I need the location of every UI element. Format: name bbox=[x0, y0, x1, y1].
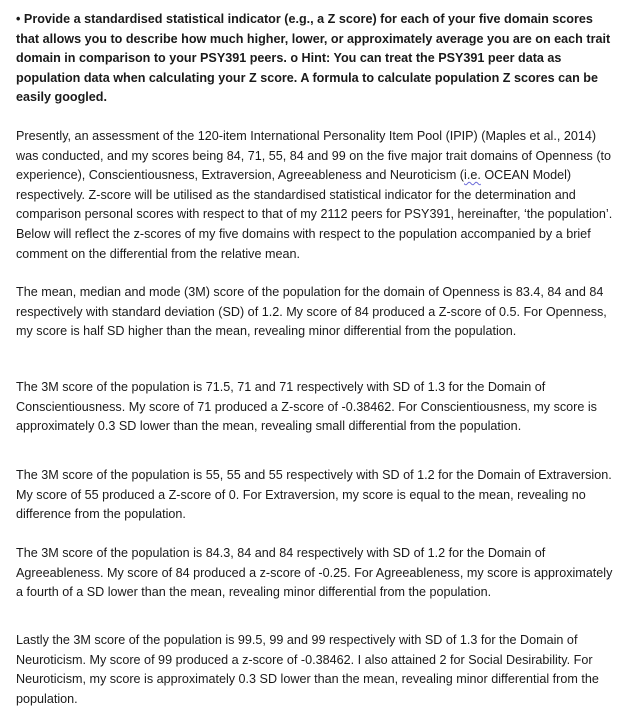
intro-text-after: OCEAN Model) respectively. Z-score will be utilised as the standardised statistical indicator for the determination and comparison personal scores with respect to that of my 2112 peers for PSY391, hereinafter, ‘the population’. Below will reflect the z-scores of my five domains with respect to the population accompanied by a brief comment on the differential from the relative mean. bbox=[16, 168, 613, 261]
extraversion-paragraph: The 3M score of the population is 55, 55 and 55 respectively with SD of 1.2 for the Domain of Extraversion. My score of 55 produced a Z-score of 0. For Extraversion, my score is equal to the mean, revealing no difference from the population. bbox=[16, 468, 612, 522]
spelling-flag[interactable]: i.e. bbox=[464, 168, 481, 183]
agreeableness-paragraph: The 3M score of the population is 84.3, 84 and 84 respectively with SD of 1.2 for the Domain of Agreeableness. My score of 84 produced a z-score of -0.25. For Agreeableness, my score is approximately a fourth of a SD lower than the mean, revealing minor differential from the population. bbox=[16, 546, 613, 600]
intro-text-before: Presently, an assessment of the 120-item International Personality Item Pool (IPIP) (Maples et al., 2014) was conducted, and my scores being 84, 71, 55, 84 and 99 on the five major trait domains of Openness (to experience), Conscientiousness, Extraversion, Agreeableness and Neuroticism ( bbox=[16, 129, 612, 183]
intro-paragraph bbox=[16, 127, 616, 264]
question-paragraph bbox=[16, 10, 616, 108]
openness-paragraph: The mean, median and mode (3M) score of the population for the domain of Openness is 83.4, 84 and 84 respectively with standard deviation (SD) of 1.2. My score of 84 produced a Z-score of 0.5. For Openness, my score is half SD higher than the mean, revealing minor differential from the population. bbox=[16, 285, 607, 339]
question-text: Provide a standardised statistical indicator (e.g., a Z score) for each of your five domain scores that allows you to describe how much higher, lower, or approximately average you are on each trait domain in comparison to your PSY391 peers. o Hint: You can treat the PSY391 peer data as population data when calculating your Z score. A formula to calculate population Z scores can be easily googled. bbox=[16, 12, 611, 105]
neuroticism-paragraph: Lastly the 3M score of the population is 99.5, 99 and 99 respectively with SD of 1.3 for the Domain of Neuroticism. My score of 99 produced a z-score of -0.38462. I also attained 2 for Social Desirability. For Neuroticism, my score is approximately 0.3 SD lower than the mean, revealing minor differential from the population. bbox=[16, 633, 599, 706]
conscientiousness-paragraph: The 3M score of the population is 71.5, 71 and 71 respectively with SD of 1.3 for the Domain of Conscientiousness. My score of 71 produced a Z-score of -0.38462. For Conscientiousness, my score is approximately 0.3 SD lower than the mean, revealing small differential from the population. bbox=[16, 380, 597, 434]
bullet: • bbox=[16, 12, 21, 26]
